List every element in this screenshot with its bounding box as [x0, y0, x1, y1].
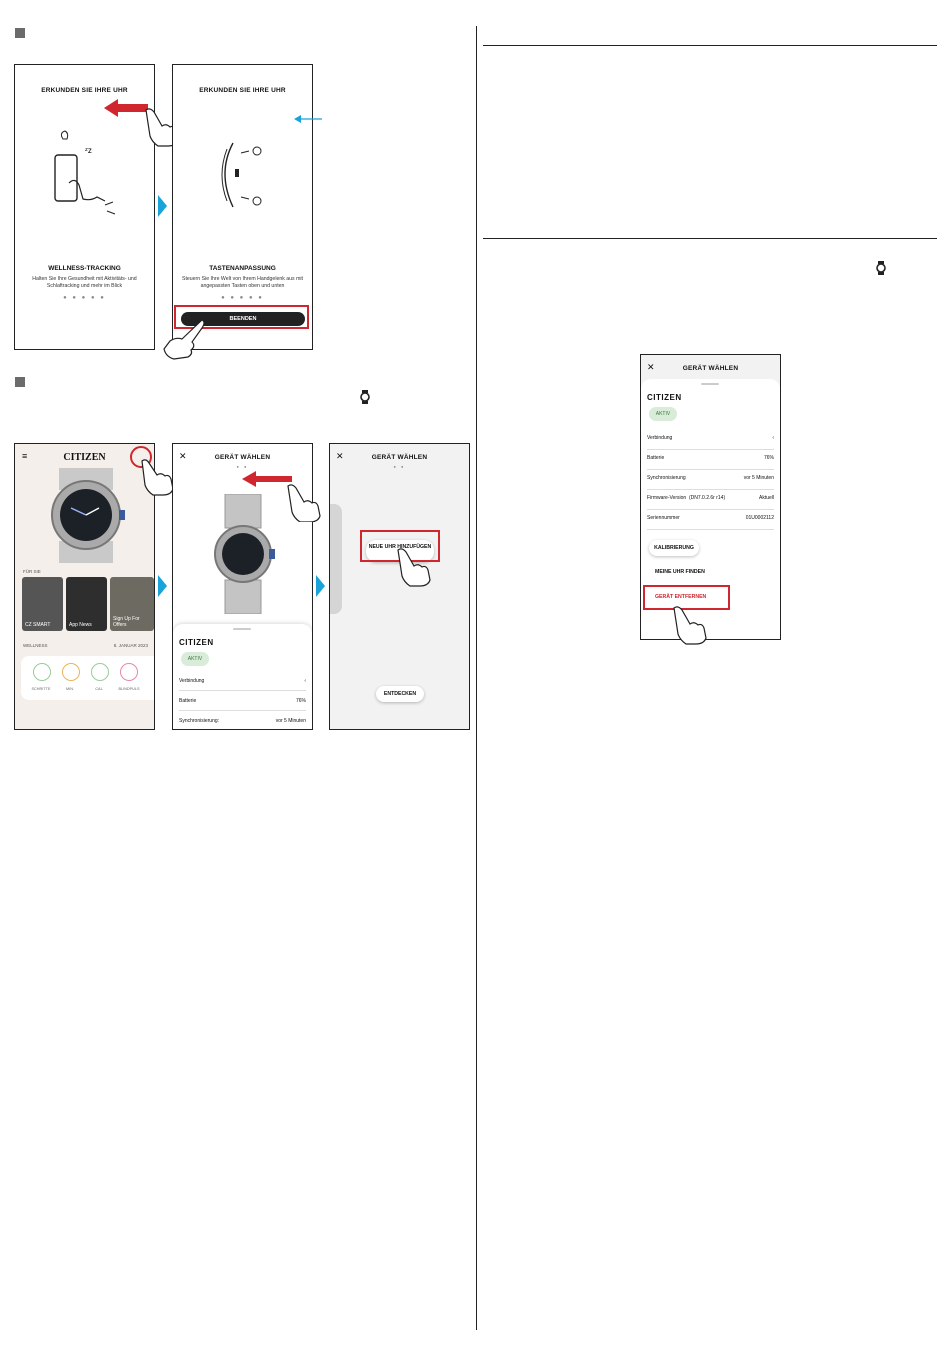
discover-button[interactable]: ENTDECKEN	[376, 686, 424, 702]
hand-pointer-icon	[162, 318, 208, 362]
card-sign-up[interactable]	[110, 577, 154, 631]
close-icon[interactable]: ✕	[336, 451, 344, 461]
page-dots: ● ●	[236, 464, 249, 469]
calibrate-button[interactable]: KALIBRIERUNG	[649, 540, 699, 556]
brand-logo: CITIZEN	[63, 452, 106, 463]
screen-description: Steuern Sie Ihre Welt von Ihrem Handgelenk aus mit angepassten Tasten oben und unten	[181, 276, 303, 289]
hand-pointer-icon	[394, 546, 436, 590]
screen-title: ERKUNDEN SIE IHRE UHR	[199, 87, 286, 94]
minutes-icon	[62, 663, 80, 681]
screen-title: GERÄT WÄHLEN	[214, 454, 271, 461]
menu-icon[interactable]: ≡	[22, 451, 28, 461]
calories-icon	[91, 663, 109, 681]
next-step-chevron-icon	[158, 575, 167, 597]
sheet-handle[interactable]	[233, 628, 251, 630]
partial-watch-image	[329, 504, 342, 614]
screen-title: ERKUNDEN SIE IHRE UHR	[41, 87, 128, 94]
card-label: Sign Up For Offers	[113, 616, 140, 628]
info-row: Synchronisierung: vor 5 Minuten	[179, 718, 306, 724]
info-row: Seriennummer 01U0002112	[647, 509, 774, 530]
for-you-label: FÜR SIE	[23, 569, 41, 574]
page-dots: ● ●	[393, 464, 406, 469]
screen-description: Halten Sie Ihre Gesundheit mit Aktivitäts- und Schlaftracking und mehr im Blick	[32, 276, 137, 289]
wellness-label: WELLNESS	[23, 643, 48, 648]
watch-buttons-illustration	[213, 139, 273, 211]
screen-title: GERÄT WÄHLEN	[682, 365, 739, 372]
next-step-chevron-icon	[158, 195, 167, 217]
column-divider	[476, 26, 477, 1330]
watch-icon	[875, 261, 887, 275]
card-app-news[interactable]	[66, 577, 107, 631]
remove-device-button[interactable]: GERÄT ENTFERNEN	[655, 594, 707, 600]
status-badge: AKTIV	[649, 407, 677, 421]
section-marker	[15, 377, 25, 387]
metric-label: SCHRITTE	[31, 687, 51, 691]
svg-text:ᶻz: ᶻz	[85, 146, 92, 155]
card-label: CZ SMART	[25, 622, 51, 628]
metric-label: CAL	[95, 687, 103, 691]
close-icon[interactable]: ✕	[179, 451, 187, 461]
app-home-screen	[14, 443, 155, 730]
screen-heading: TASTENANPASSUNG	[209, 265, 276, 272]
wellness-panel	[21, 656, 155, 700]
heart-icon	[120, 663, 138, 681]
brand-name: CITIZEN	[179, 638, 214, 647]
wellness-date: 8. JANUAR 2023	[113, 643, 148, 648]
hand-pointer-icon	[670, 604, 714, 646]
rule-line	[483, 45, 937, 46]
info-row: Batterie 76%	[647, 449, 774, 470]
find-watch-button[interactable]: MEINE UHR FINDEN	[655, 569, 705, 575]
screen-title: GERÄT WÄHLEN	[371, 454, 428, 461]
sheet-handle[interactable]	[701, 383, 719, 385]
watch-image	[209, 494, 277, 614]
watch-icon	[359, 390, 371, 404]
device-sheet	[173, 624, 312, 729]
info-row: Verbindung ‹	[179, 672, 306, 691]
watch-image	[41, 468, 131, 563]
card-cz-smart[interactable]	[22, 577, 63, 631]
info-row: Verbindung ‹	[647, 429, 774, 450]
info-row: Batterie 76%	[179, 692, 306, 711]
page-dots: ● ● ● ● ●	[221, 295, 264, 301]
brand-name: CITIZEN	[647, 393, 682, 402]
hand-pointer-icon	[284, 482, 324, 522]
section-marker	[15, 28, 25, 38]
rule-line	[483, 238, 937, 239]
next-step-chevron-icon	[316, 575, 325, 597]
status-badge: AKTIV	[181, 652, 209, 666]
info-row: Synchronisierung vor 5 Minuten	[647, 469, 774, 490]
blue-arrow-icon	[292, 112, 324, 126]
steps-icon	[33, 663, 51, 681]
page-dots: ● ● ● ● ●	[63, 295, 106, 301]
card-label: App News	[69, 622, 92, 628]
metric-label: MIN.	[65, 687, 74, 691]
close-icon[interactable]: ✕	[647, 362, 655, 372]
finish-button[interactable]: BEENDEN	[181, 312, 305, 326]
info-row: Firmware-Version (DN7.0.2.6r r14) Aktuell	[647, 489, 774, 510]
add-new-watch-button[interactable]: NEUE UHR HINZUFÜGEN	[366, 540, 434, 562]
screen-heading: WELLNESS-TRACKING	[48, 265, 121, 272]
metric-label: BLINDPULS	[118, 687, 140, 691]
